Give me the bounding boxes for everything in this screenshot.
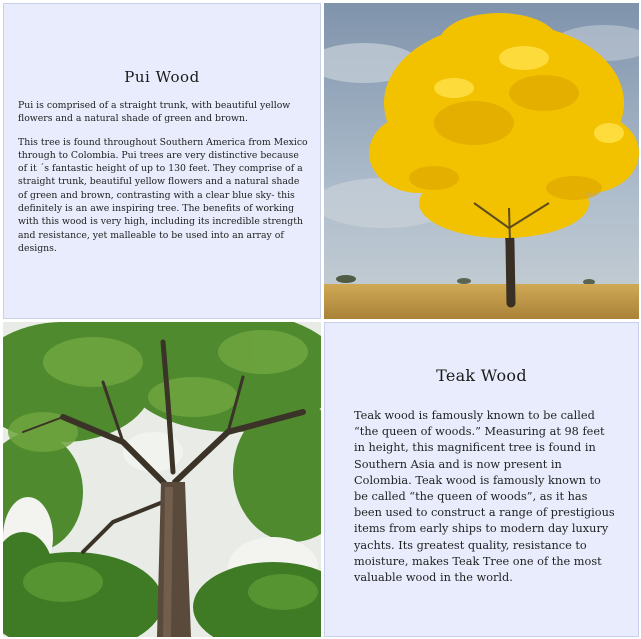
teak-tree-image — [3, 322, 321, 637]
teak-tree-photo — [3, 322, 321, 637]
teak-wood-panel — [324, 322, 639, 637]
teak-wood-title: Teak Wood — [436, 366, 527, 385]
pui-wood-paragraph-1: Pui is comprised of a straight trunk, with beautiful yellow flowers and a natural shade of green and brown. — [18, 100, 291, 125]
teak-wood-description: Teak wood is famously known to be called “the queen of woods.” Measuring at 98 feet in height, this magnificent tree is found in Southern Asia and is now present in Colombia. Teak wood is famously known to be called “the queen of woods”, as it has been used to construct a range of prestigious items from early ships to modern day luxury yachts. Its greatest quality, resistance to moisture, makes Teak Tree one of the most valuable wood in the world. — [354, 409, 615, 585]
pui-wood-paragraph-2: This tree is found throughout Southern America from Mexico through to Colombia. Pui trees are very distinctive because of it ´s fantastic height of up to 130 feet. They comprise of a straight trunk, beautiful yellow flowers and a natural shade of green and brown, contrasting with a clear blue sky- this definitely is an awe inspiring tree. The benefits of working with this wood is very high, including its incredible strength and resistance, yet malleable to be used into an array of designs. — [18, 136, 308, 254]
pui-wood-title: Pui Wood — [124, 68, 200, 86]
pui-wood-description — [18, 99, 310, 265]
pui-wood-panel — [3, 3, 321, 319]
pui-tree-photo — [324, 3, 639, 319]
pui-tree-image — [324, 3, 639, 319]
